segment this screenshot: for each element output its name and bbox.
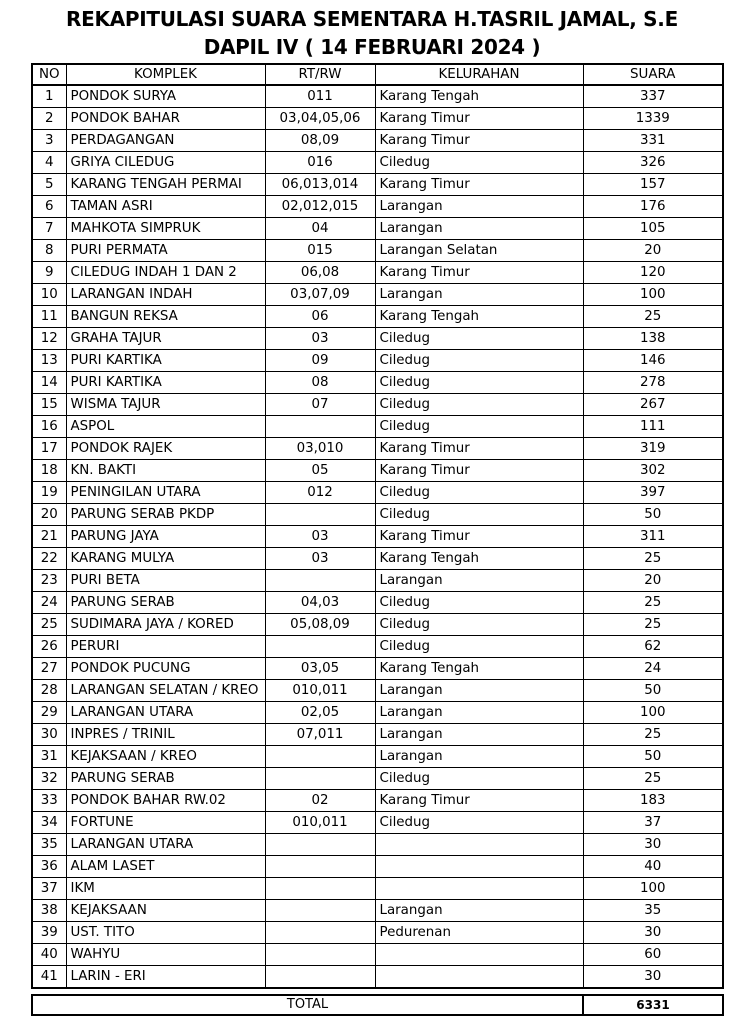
header-suara: SUARA [583, 64, 723, 85]
komplek-cell: INPRES / TRINIL [66, 724, 265, 746]
rtrw-cell: 016 [265, 152, 375, 174]
document-title: REKAPITULASI SUARA SEMENTARA H.TASRIL JAMAL, S.E [66, 7, 678, 31]
row-number: 29 [32, 702, 66, 724]
row-number: 14 [32, 372, 66, 394]
total-row [32, 995, 723, 1015]
row-number: 12 [32, 328, 66, 350]
kelurahan-cell: Karang Tengah [375, 658, 583, 680]
suara-cell: 319 [583, 438, 723, 460]
table-row [32, 108, 723, 130]
kelurahan-cell: Larangan [375, 570, 583, 592]
suara-cell: 24 [583, 658, 723, 680]
table-row [32, 240, 723, 262]
rtrw-cell: 06 [265, 306, 375, 328]
rtrw-cell: 07,011 [265, 724, 375, 746]
suara-cell: 183 [583, 790, 723, 812]
row-number: 19 [32, 482, 66, 504]
suara-cell: 62 [583, 636, 723, 658]
kelurahan-cell: Larangan [375, 196, 583, 218]
row-number: 5 [32, 174, 66, 196]
rtrw-cell: 03 [265, 526, 375, 548]
table-row [32, 834, 723, 856]
row-number: 3 [32, 130, 66, 152]
row-number: 26 [32, 636, 66, 658]
row-number: 33 [32, 790, 66, 812]
total-value: 6331 [583, 995, 723, 1015]
row-number: 18 [32, 460, 66, 482]
komplek-cell: PONDOK RAJEK [66, 438, 265, 460]
suara-cell: 25 [583, 592, 723, 614]
kelurahan-cell: Karang Timur [375, 130, 583, 152]
table-row [32, 350, 723, 372]
komplek-cell: KARANG TENGAH PERMAI [66, 174, 265, 196]
table-row [32, 174, 723, 196]
kelurahan-cell: Karang Timur [375, 174, 583, 196]
komplek-cell: LARANGAN UTARA [66, 702, 265, 724]
suara-cell: 120 [583, 262, 723, 284]
suara-cell: 105 [583, 218, 723, 240]
kelurahan-cell: Larangan Selatan [375, 240, 583, 262]
table-row [32, 548, 723, 570]
komplek-cell: CILEDUG INDAH 1 DAN 2 [66, 262, 265, 284]
row-number: 40 [32, 944, 66, 966]
suara-cell: 30 [583, 966, 723, 989]
rtrw-cell: 04 [265, 218, 375, 240]
rtrw-cell: 08,09 [265, 130, 375, 152]
suara-cell: 35 [583, 900, 723, 922]
table-row [32, 812, 723, 834]
kelurahan-cell: Karang Timur [375, 790, 583, 812]
kelurahan-cell [375, 834, 583, 856]
kelurahan-cell: Larangan [375, 900, 583, 922]
rtrw-cell [265, 922, 375, 944]
table-row [32, 768, 723, 790]
row-number: 11 [32, 306, 66, 328]
row-number: 32 [32, 768, 66, 790]
suara-cell: 157 [583, 174, 723, 196]
kelurahan-cell: Karang Timur [375, 262, 583, 284]
row-number: 10 [32, 284, 66, 306]
kelurahan-cell: Ciledug [375, 636, 583, 658]
komplek-cell: UST. TITO [66, 922, 265, 944]
kelurahan-cell: Ciledug [375, 416, 583, 438]
rtrw-cell: 03,07,09 [265, 284, 375, 306]
header-kelurahan: KELURAHAN [375, 64, 583, 85]
table-row [32, 944, 723, 966]
komplek-cell: PONDOK BAHAR [66, 108, 265, 130]
suara-cell: 25 [583, 768, 723, 790]
rtrw-cell [265, 834, 375, 856]
kelurahan-cell: Karang Tengah [375, 548, 583, 570]
table-row [32, 262, 723, 284]
komplek-cell: PURI KARTIKA [66, 372, 265, 394]
komplek-cell: PONDOK SURYA [66, 85, 265, 108]
rtrw-cell: 02,012,015 [265, 196, 375, 218]
rtrw-cell [265, 636, 375, 658]
row-number: 34 [32, 812, 66, 834]
rtrw-cell [265, 900, 375, 922]
kelurahan-cell: Ciledug [375, 152, 583, 174]
table-row [32, 790, 723, 812]
komplek-cell: IKM [66, 878, 265, 900]
table-row [32, 130, 723, 152]
row-number: 35 [32, 834, 66, 856]
kelurahan-cell: Ciledug [375, 350, 583, 372]
komplek-cell: PURI KARTIKA [66, 350, 265, 372]
table-row [32, 526, 723, 548]
table-body [32, 85, 723, 988]
table-row [32, 570, 723, 592]
kelurahan-cell: Larangan [375, 218, 583, 240]
rtrw-cell [265, 966, 375, 989]
suara-cell: 100 [583, 284, 723, 306]
rtrw-cell [265, 944, 375, 966]
komplek-cell: BANGUN REKSA [66, 306, 265, 328]
row-number: 39 [32, 922, 66, 944]
row-number: 16 [32, 416, 66, 438]
row-number: 1 [32, 85, 66, 108]
kelurahan-cell: Ciledug [375, 504, 583, 526]
rtrw-cell [265, 768, 375, 790]
document-subtitle: DAPIL IV ( 14 FEBRUARI 2024 ) [203, 35, 541, 59]
kelurahan-cell: Larangan [375, 746, 583, 768]
table-row [32, 592, 723, 614]
table-row [32, 85, 723, 108]
rtrw-cell: 03,05 [265, 658, 375, 680]
suara-cell: 60 [583, 944, 723, 966]
table-row [32, 394, 723, 416]
rtrw-cell: 09 [265, 350, 375, 372]
row-number: 7 [32, 218, 66, 240]
suara-cell: 331 [583, 130, 723, 152]
komplek-cell: KARANG MULYA [66, 548, 265, 570]
table-header-row [32, 64, 723, 85]
table-row [32, 284, 723, 306]
table-row [32, 878, 723, 900]
komplek-cell: GRAHA TAJUR [66, 328, 265, 350]
suara-cell: 30 [583, 922, 723, 944]
suara-cell: 278 [583, 372, 723, 394]
suara-cell: 25 [583, 724, 723, 746]
row-number: 37 [32, 878, 66, 900]
header-no: NO [32, 64, 66, 85]
kelurahan-cell: Larangan [375, 724, 583, 746]
rtrw-cell [265, 746, 375, 768]
komplek-cell: PERDAGANGAN [66, 130, 265, 152]
table-row [32, 196, 723, 218]
komplek-cell: WAHYU [66, 944, 265, 966]
suara-cell: 397 [583, 482, 723, 504]
suara-cell: 20 [583, 240, 723, 262]
table-row [32, 746, 723, 768]
rtrw-cell: 010,011 [265, 812, 375, 834]
row-number: 13 [32, 350, 66, 372]
komplek-cell: PENINGILAN UTARA [66, 482, 265, 504]
kelurahan-cell: Larangan [375, 680, 583, 702]
table-row [32, 966, 723, 989]
suara-cell: 20 [583, 570, 723, 592]
suara-cell: 337 [583, 85, 723, 108]
kelurahan-cell: Karang Timur [375, 526, 583, 548]
suara-cell: 138 [583, 328, 723, 350]
table-row [32, 460, 723, 482]
row-number: 8 [32, 240, 66, 262]
komplek-cell: PURI BETA [66, 570, 265, 592]
suara-cell: 40 [583, 856, 723, 878]
table-row [32, 372, 723, 394]
suara-cell: 25 [583, 614, 723, 636]
rtrw-cell: 06,08 [265, 262, 375, 284]
kelurahan-cell: Ciledug [375, 372, 583, 394]
rtrw-cell [265, 570, 375, 592]
rtrw-cell: 06,013,014 [265, 174, 375, 196]
row-number: 21 [32, 526, 66, 548]
suara-cell: 267 [583, 394, 723, 416]
komplek-cell: PARUNG SERAB [66, 768, 265, 790]
rtrw-cell [265, 856, 375, 878]
kelurahan-cell: Karang Timur [375, 108, 583, 130]
kelurahan-cell: Karang Tengah [375, 306, 583, 328]
komplek-cell: GRIYA CILEDUG [66, 152, 265, 174]
table-row [32, 614, 723, 636]
kelurahan-cell: Ciledug [375, 482, 583, 504]
suara-cell: 25 [583, 548, 723, 570]
header-komplek: KOMPLEK [66, 64, 265, 85]
row-number: 4 [32, 152, 66, 174]
rtrw-cell [265, 504, 375, 526]
row-number: 25 [32, 614, 66, 636]
komplek-cell: PARUNG SERAB PKDP [66, 504, 265, 526]
suara-cell: 50 [583, 680, 723, 702]
rtrw-cell: 012 [265, 482, 375, 504]
komplek-cell: TAMAN ASRI [66, 196, 265, 218]
kelurahan-cell: Karang Timur [375, 460, 583, 482]
suara-cell: 326 [583, 152, 723, 174]
table-row [32, 636, 723, 658]
suara-cell: 30 [583, 834, 723, 856]
kelurahan-cell: Karang Tengah [375, 85, 583, 108]
kelurahan-cell: Ciledug [375, 768, 583, 790]
total-table [31, 994, 724, 1016]
rtrw-cell: 02,05 [265, 702, 375, 724]
komplek-cell: LARANGAN INDAH [66, 284, 265, 306]
row-number: 20 [32, 504, 66, 526]
row-number: 28 [32, 680, 66, 702]
komplek-cell: MAHKOTA SIMPRUK [66, 218, 265, 240]
row-number: 17 [32, 438, 66, 460]
row-number: 30 [32, 724, 66, 746]
row-number: 2 [32, 108, 66, 130]
table-row [32, 702, 723, 724]
row-number: 22 [32, 548, 66, 570]
table-row [32, 482, 723, 504]
rtrw-cell: 02 [265, 790, 375, 812]
rtrw-cell: 03,010 [265, 438, 375, 460]
suara-cell: 1339 [583, 108, 723, 130]
suara-cell: 311 [583, 526, 723, 548]
rtrw-cell: 04,03 [265, 592, 375, 614]
kelurahan-cell: Pedurenan [375, 922, 583, 944]
suara-cell: 37 [583, 812, 723, 834]
komplek-cell: WISMA TAJUR [66, 394, 265, 416]
komplek-cell: PONDOK BAHAR RW.02 [66, 790, 265, 812]
rtrw-cell: 010,011 [265, 680, 375, 702]
kelurahan-cell: Ciledug [375, 394, 583, 416]
table-row [32, 218, 723, 240]
komplek-cell: KN. BAKTI [66, 460, 265, 482]
rtrw-cell: 03 [265, 548, 375, 570]
komplek-cell: PONDOK PUCUNG [66, 658, 265, 680]
total-label: TOTAL [32, 995, 583, 1015]
kelurahan-cell: Ciledug [375, 614, 583, 636]
table-row [32, 438, 723, 460]
suara-cell: 50 [583, 746, 723, 768]
komplek-cell: KEJAKSAAN [66, 900, 265, 922]
row-number: 15 [32, 394, 66, 416]
table-row [32, 328, 723, 350]
kelurahan-cell [375, 966, 583, 989]
table-row [32, 658, 723, 680]
komplek-cell: FORTUNE [66, 812, 265, 834]
rtrw-cell: 03 [265, 328, 375, 350]
suara-cell: 100 [583, 702, 723, 724]
suara-cell: 176 [583, 196, 723, 218]
kelurahan-cell [375, 856, 583, 878]
row-number: 31 [32, 746, 66, 768]
rtrw-cell: 07 [265, 394, 375, 416]
suara-cell: 111 [583, 416, 723, 438]
table-row [32, 504, 723, 526]
komplek-cell: ALAM LASET [66, 856, 265, 878]
kelurahan-cell: Larangan [375, 702, 583, 724]
komplek-cell: PARUNG JAYA [66, 526, 265, 548]
table-row [32, 856, 723, 878]
komplek-cell: ASPOL [66, 416, 265, 438]
table-row [32, 416, 723, 438]
rtrw-cell [265, 416, 375, 438]
row-number: 23 [32, 570, 66, 592]
rtrw-cell: 08 [265, 372, 375, 394]
komplek-cell: PERURI [66, 636, 265, 658]
row-number: 6 [32, 196, 66, 218]
rtrw-cell: 05 [265, 460, 375, 482]
komplek-cell: KEJAKSAAN / KREO [66, 746, 265, 768]
komplek-cell: LARIN - ERI [66, 966, 265, 989]
suara-cell: 25 [583, 306, 723, 328]
kelurahan-cell: Ciledug [375, 592, 583, 614]
komplek-cell: PARUNG SERAB [66, 592, 265, 614]
komplek-cell: LARANGAN SELATAN / KREO [66, 680, 265, 702]
kelurahan-cell: Ciledug [375, 812, 583, 834]
row-number: 36 [32, 856, 66, 878]
rtrw-cell: 011 [265, 85, 375, 108]
table-row [32, 152, 723, 174]
komplek-cell: SUDIMARA JAYA / KORED [66, 614, 265, 636]
suara-cell: 302 [583, 460, 723, 482]
rtrw-cell: 05,08,09 [265, 614, 375, 636]
row-number: 24 [32, 592, 66, 614]
row-number: 41 [32, 966, 66, 989]
vote-recap-table [31, 63, 724, 989]
rtrw-cell: 03,04,05,06 [265, 108, 375, 130]
kelurahan-cell: Ciledug [375, 328, 583, 350]
table-row [32, 900, 723, 922]
table-row [32, 680, 723, 702]
header-rtrw: RT/RW [265, 64, 375, 85]
komplek-cell: LARANGAN UTARA [66, 834, 265, 856]
rtrw-cell [265, 878, 375, 900]
table-row [32, 306, 723, 328]
suara-cell: 146 [583, 350, 723, 372]
kelurahan-cell: Larangan [375, 284, 583, 306]
kelurahan-cell: Karang Timur [375, 438, 583, 460]
row-number: 38 [32, 900, 66, 922]
row-number: 9 [32, 262, 66, 284]
komplek-cell: PURI PERMATA [66, 240, 265, 262]
kelurahan-cell [375, 878, 583, 900]
table-row [32, 922, 723, 944]
kelurahan-cell [375, 944, 583, 966]
rtrw-cell: 015 [265, 240, 375, 262]
row-number: 27 [32, 658, 66, 680]
suara-cell: 50 [583, 504, 723, 526]
suara-cell: 100 [583, 878, 723, 900]
table-row [32, 724, 723, 746]
